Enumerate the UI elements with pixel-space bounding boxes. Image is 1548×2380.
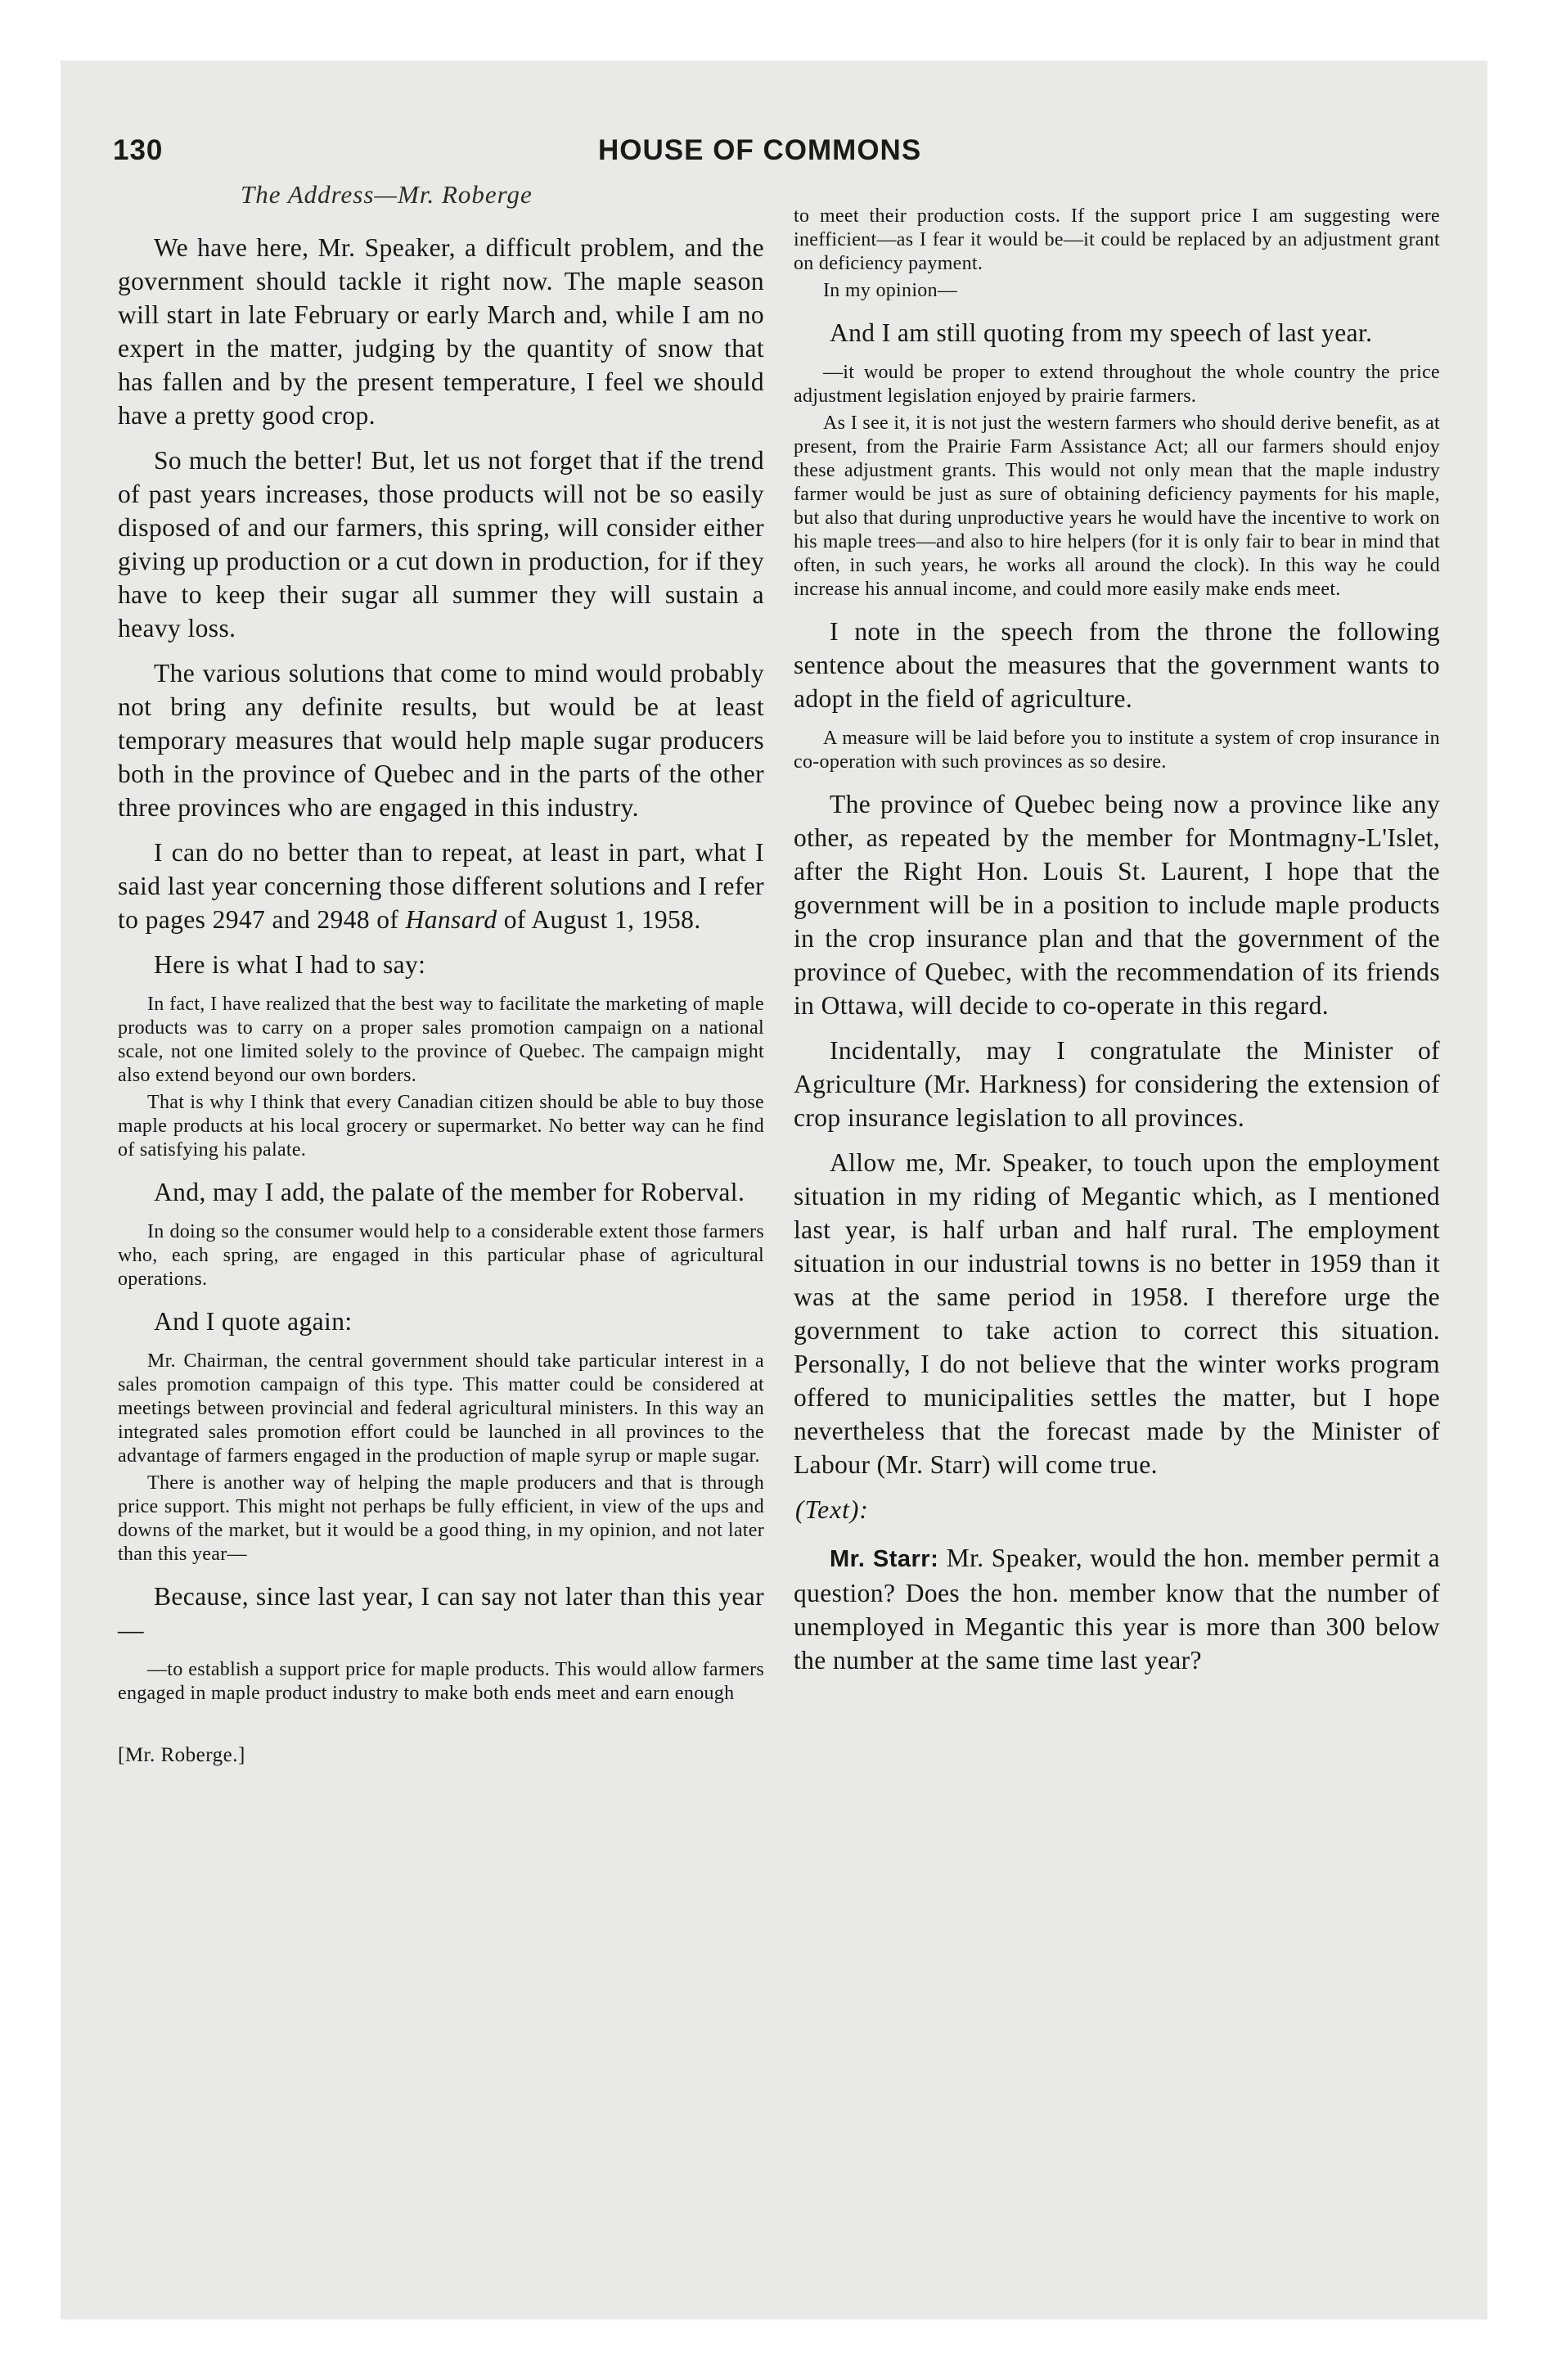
speaker-name: Mr. Starr: xyxy=(830,1546,947,1572)
paragraph: The province of Quebec being now a province like any other, as repeated by the member for Montmagny-L'Islet, after the Right Hon. Louis St. Laurent, I hope that the government will be in a position to include maple products in the crop insurance plan and that the government of the province of Quebec, with the recommendation of its friends in Ottawa, will decide to co-operate in this regard. xyxy=(794,790,1440,1020)
quoted-passage: As I see it, it is not just the western farmers who should derive benefit, as at present, from the Prairie Farm Assistance Act; all our farmers should enjoy these adjustment grants. This would not only mean that the maple industry farmer would be just as sure of obtaining deficiency payments for his maple, but also that during unproductive years he would have the incentive to work on his maple trees—and also to hire helpers (for it is only fair to bear in mind that often, in such years, he works all around the clock). In this way he could increase his annual income, and could more easily make ends meet. xyxy=(794,412,1440,600)
paragraph: Incidentally, may I congratulate the Minister of Agriculture (Mr. Harkness) for considering the extension of crop insurance legislation to all provinces. xyxy=(794,1036,1440,1132)
speaker-signature: [Mr. Roberge.] xyxy=(118,1744,245,1766)
section-heading: The Address—Mr. Roberge xyxy=(241,180,533,209)
left-column xyxy=(118,231,764,1768)
publication-title: Hansard xyxy=(405,905,497,934)
paragraph: Here is what I had to say: xyxy=(154,950,426,979)
quoted-passage: That is why I think that every Canadian citizen should be able to buy those maple products at his local grocery or supermarket. No better way can he find of satisfying his palate. xyxy=(118,1092,764,1161)
paragraph: We have here, Mr. Speaker, a difficult problem, and the government should tackle it right now. The maple season will start in late February or early March and, while I am no expert in the matter, judging by the quantity of snow that has fallen and by the present temperature, I feel we should have a pretty good crop. xyxy=(118,233,764,430)
paragraph: And I quote again: xyxy=(154,1307,353,1336)
quoted-passage: In my opinion— xyxy=(823,280,958,301)
paragraph: So much the better! But, let us not forget that if the trend of past years increases, those products will not be so easily disposed of and our farmers, this spring, will consider either giving up production or a cut down in production, for if they have to keep their sugar all summer they will sustain a heavy loss. xyxy=(118,446,764,642)
quoted-passage: Mr. Chairman, the central government should take particular interest in a sales promotion campaign of this type. This matter could be considered at meetings between provincial and federal agricultural ministers. In this way an integrated sales promotion effort could be launched in all provinces to the advantage of farmers engaged in the production of maple syrup or maple sugar. xyxy=(118,1350,764,1467)
text-tag: (Text): xyxy=(795,1495,869,1524)
paragraph: And I am still quoting from my speech of last year. xyxy=(830,318,1373,347)
right-column xyxy=(794,205,1440,1688)
quoted-passage: In fact, I have realized that the best way to facilitate the marketing of maple products was to carry on a proper sales promotion campaign on a national scale, not one limited solely to the province of Quebec. The campaign might also extend beyond our own borders. xyxy=(118,994,764,1086)
quoted-passage-continued: to meet their production costs. If the support price I am suggesting were inefficient—as I fear it would be—it could be replaced by an adjustment grant on deficiency payment. xyxy=(794,205,1440,274)
paragraph: The various solutions that come to mind would probably not bring any definite results, but would be at least temporary measures that would help maple sugar producers both in the province of Quebec and in the parts of the other three provinces who are engaged in this industry. xyxy=(118,659,764,822)
paragraph: I note in the speech from the throne the following sentence about the measures that the government wants to adopt in the field of agriculture. xyxy=(794,617,1440,713)
quoted-passage: A measure will be laid before you to institute a system of crop insurance in co-operation with such provinces as so desire. xyxy=(794,728,1440,773)
page-number: 130 xyxy=(113,134,164,166)
quoted-passage: —to establish a support price for maple products. This would allow farmers engaged in maple product industry to make both ends meet and earn enough xyxy=(118,1659,764,1704)
quoted-passage: There is another way of helping the maple producers and that is through price support. This might not perhaps be fully efficient, in view of the ups and downs of the market, but it would be a good thing, in my opinion, and not later than this year— xyxy=(118,1472,764,1565)
paragraph: Because, since last year, I can say not later than this year— xyxy=(118,1582,764,1644)
paragraph: Allow me, Mr. Speaker, to touch upon the employment situation in my riding of Megantic which, as I mentioned last year, is half urban and half rural. The employment situation in our industrial towns is no better in 1959 than it was at the same period in 1958. I therefore urge the government to take action to correct this situation. Personally, I do not believe that the winter works program offered to municipalities settles the matter, but I hope nevertheless that the forecast made by the Minister of Labour (Mr. Starr) will come true. xyxy=(794,1148,1440,1479)
quoted-passage: —it would be proper to extend throughout the whole country the price adjustment legislation enjoyed by prairie farmers. xyxy=(794,362,1440,407)
running-head: HOUSE OF COMMONS xyxy=(598,134,922,166)
speech-text: Mr. Speaker, would the hon. member permit a question? Does the hon. member know that the number of unemployed in Megantic this year is more than 300 below the number at the same time last year? xyxy=(794,1544,1441,1675)
paragraph: And, may I add, the palate of the member for Roberval. xyxy=(154,1178,745,1206)
quoted-passage: In doing so the consumer would help to a considerable extent those farmers who, each spring, are engaged in this particular phase of agricultural operations. xyxy=(118,1221,764,1290)
speech-paragraph xyxy=(794,1541,1440,1677)
paragraph: I can do no better than to repeat, at least in part, what I said last year concerning those different solutions and I refer to pages 2947 and 2948 of Hansard of August 1, 1958. xyxy=(118,838,764,934)
